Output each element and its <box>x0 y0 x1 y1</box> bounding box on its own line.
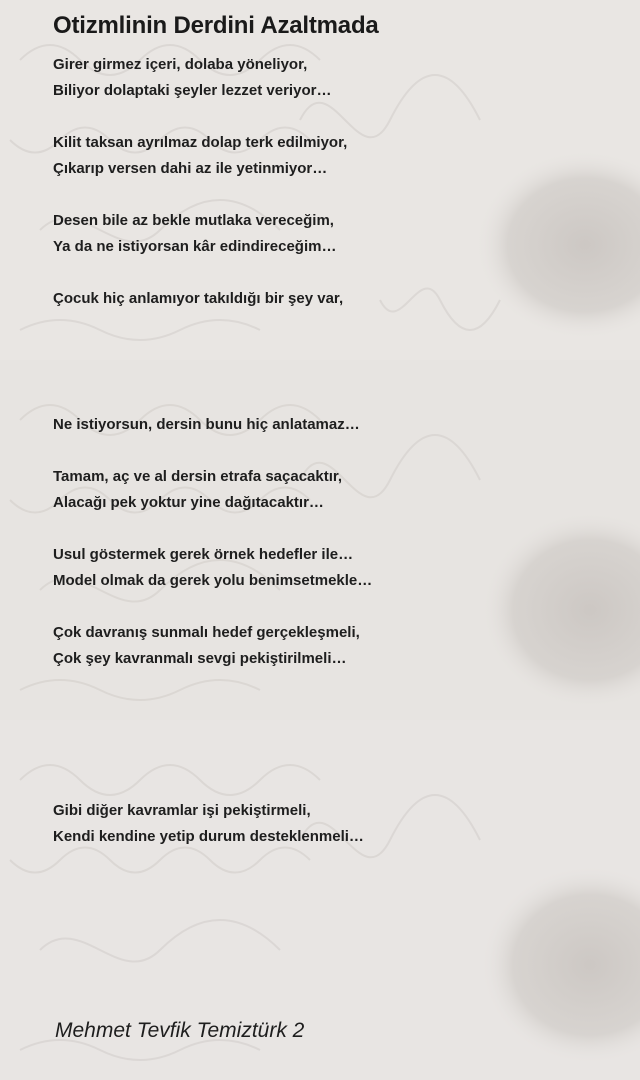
poem-line: Gibi diğer kavramlar işi pekiştirmeli, <box>53 802 311 819</box>
poem-line: Çocuk hiç anlamıyor takıldığı bir şey var, <box>53 290 344 307</box>
poem-line: Ya da ne istiyorsan kâr edindireceğim… <box>53 238 337 255</box>
poem-line: Desen bile az bekle mutlaka vereceğim, <box>53 212 334 229</box>
poem-line: Biliyor dolaptaki şeyler lezzet veriyor… <box>53 82 332 99</box>
poem-line: Çok şey kavranmalı sevgi pekiştirilmeli… <box>53 650 347 667</box>
author-name: Mehmet Tevfik Temiztürk 2 <box>55 1019 305 1042</box>
poem-line: Model olmak da gerek yolu benimsetmekle… <box>53 572 373 589</box>
poem-line: Usul göstermek gerek örnek hedefler ile… <box>53 546 354 563</box>
poem-line: Çıkarıp versen dahi az ile yetinmiyor… <box>53 160 328 177</box>
poem-line: Kendi kendine yetip durum desteklenmeli… <box>53 828 364 845</box>
poem-title: Otizmlinin Derdini Azaltmada <box>53 12 379 39</box>
poem-line: Çok davranış sunmalı hedef gerçekleşmeli, <box>53 624 360 641</box>
poem-line: Ne istiyorsun, dersin bunu hiç anlatamaz… <box>53 416 360 433</box>
poem-line: Alacağı pek yoktur yine dağıtacaktır… <box>53 494 324 511</box>
poem-line: Tamam, aç ve al dersin etrafa saçacaktır, <box>53 468 343 485</box>
poem-line: Kilit taksan ayrılmaz dolap terk edilmiyor, <box>53 134 348 151</box>
poem-line: Girer girmez içeri, dolaba yöneliyor, <box>53 56 308 73</box>
